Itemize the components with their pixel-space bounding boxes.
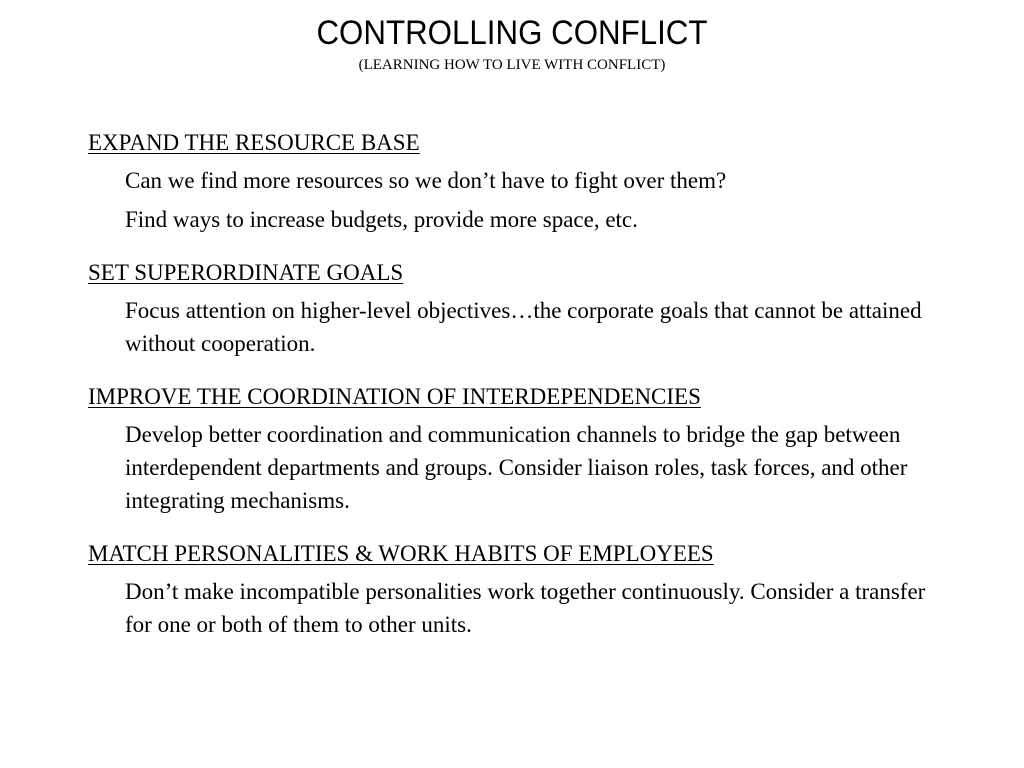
section-heading: SET SUPERORDINATE GOALS xyxy=(88,260,404,285)
section-heading: EXPAND THE RESOURCE BASE xyxy=(88,130,420,155)
slide-content xyxy=(88,126,968,661)
section-coordination-interdependencies xyxy=(88,380,968,517)
title-block xyxy=(0,12,1024,75)
section-paragraph: Don’t make incompatible personalities work together continuously. Consider a transfer for one or both of them to other units. xyxy=(125,579,926,637)
section-paragraph: Develop better coordination and communication channels to bridge the gap between interdependent departments and groups. Consider liaison roles, task forces, and other integrating mechanisms. xyxy=(125,422,908,513)
section-paragraph: Can we find more resources so we don’t have to fight over them? xyxy=(125,168,727,193)
section-heading: IMPROVE THE COORDINATION OF INTERDEPENDENCIES xyxy=(88,384,701,409)
section-paragraph: Find ways to increase budgets, provide more space, etc. xyxy=(125,207,638,232)
section-heading: MATCH PERSONALITIES & WORK HABITS OF EMPLOYEES xyxy=(88,541,714,566)
section-match-personalities xyxy=(88,537,968,641)
section-superordinate-goals xyxy=(88,256,968,360)
section-expand-resource-base xyxy=(88,126,968,236)
slide-subtitle: (LEARNING HOW TO LIVE WITH CONFLICT) xyxy=(358,57,666,73)
section-paragraph: Focus attention on higher-level objectives…the corporate goals that cannot be attained without cooperation. xyxy=(125,298,922,356)
slide-title: CONTROLLING CONFLICT xyxy=(316,14,708,52)
